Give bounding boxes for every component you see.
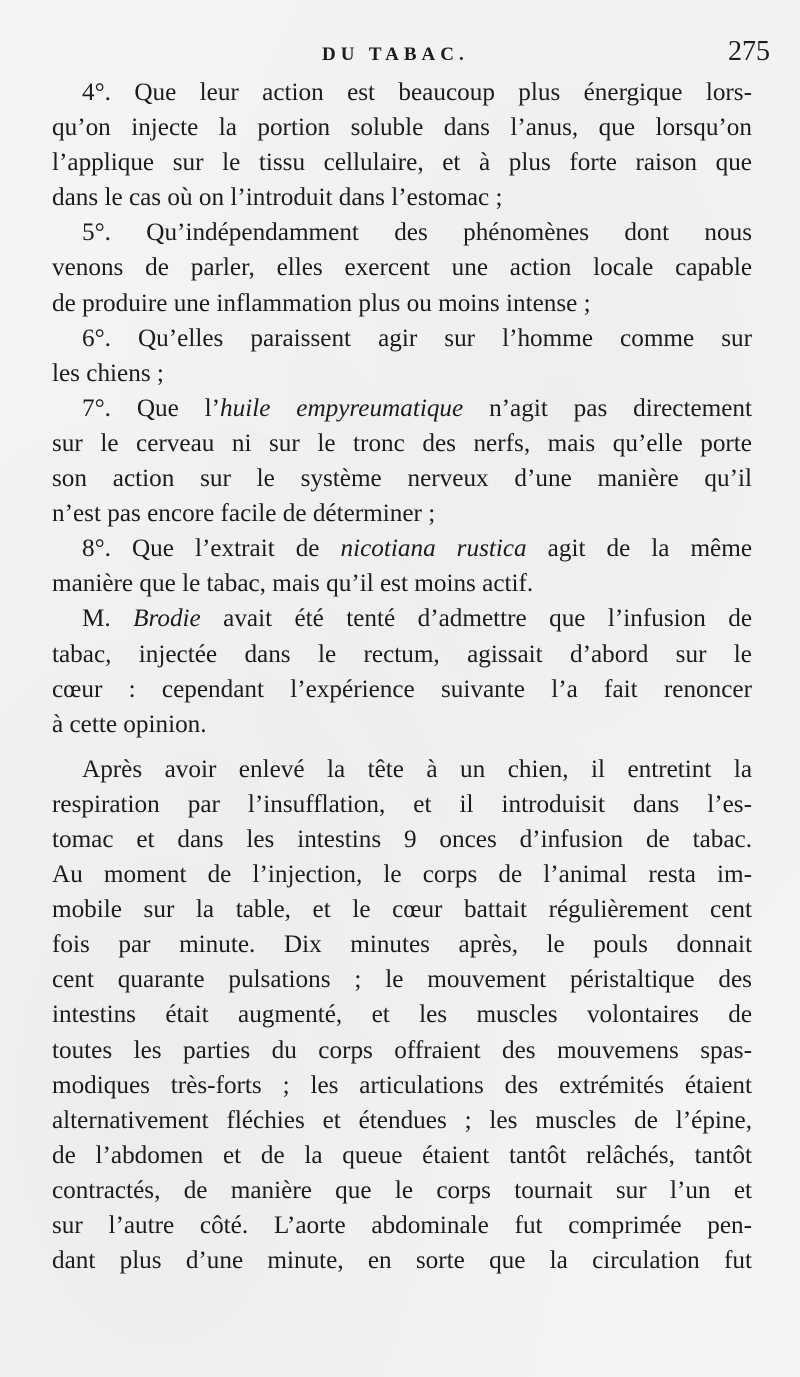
text-line: venons de parler, elles exercent une action locale capable: [52, 254, 752, 282]
page-number: 275: [728, 36, 770, 67]
italic-term: Brodie: [133, 605, 201, 633]
text-line: 4°. Que leur action est beaucoup plus énergique lors-: [82, 79, 752, 106]
page-header: [52, 36, 770, 76]
text-line: mobile sur la table, et le cœur battait régulièrement cent: [52, 896, 752, 924]
text-line: intestins était augmenté, et les muscles volontaires de: [52, 1001, 752, 1029]
text-line: respiration par l’insufflation, et il introduisit dans l’es-: [52, 790, 752, 818]
text-line: dans le cas où on l’introduit dans l’estomac ;: [52, 184, 503, 212]
text-line: alternativement fléchies et étendues ; les muscles de l’épine,: [52, 1106, 752, 1134]
text-line: fois par minute. Dix minutes après, le pouls donnait: [52, 931, 752, 959]
body-text: [52, 75, 752, 1278]
italic-term: nicotiana rustica: [340, 535, 527, 563]
text-line: contractés, de manière que le corps tournait sur l’un et: [52, 1176, 752, 1204]
text-line: Au moment de l’injection, le corps de l’animal resta im-: [52, 861, 752, 889]
text-line: à cette opinion.: [52, 710, 207, 738]
text-line: de l’abdomen et de la queue étaient tantôt relâchés, tantôt: [52, 1141, 752, 1169]
italic-term: huile empyreumatique: [220, 394, 464, 422]
text-line: de produire une inflammation plus ou moins intense ;: [52, 289, 591, 317]
text-line: sur l’autre côté. L’aorte abdominale fut comprimée pen-: [52, 1212, 752, 1239]
text-line: 7°. Que l’huile empyreumatique n’agit pas directement: [82, 394, 752, 422]
text-line: 8°. Que l’extrait de nicotiana rustica agit de la même: [82, 535, 753, 563]
text-line: 6°. Qu’elles paraissent agir sur l’homme comme sur: [82, 324, 752, 352]
running-title: DU TABAC.: [322, 44, 469, 65]
text-line: cœur : cependant l’expérience suivante l’a fait renoncer: [52, 675, 752, 703]
text-line: toutes les parties du corps offraient des mouvemens spas-: [52, 1036, 752, 1064]
text-line: cent quarante pulsations ; le mouvement péristaltique des: [52, 966, 752, 994]
paragraph-gap: [52, 742, 752, 752]
text-line: n’est pas encore facile de déterminer ;: [52, 500, 436, 528]
text-line: les chiens ;: [52, 359, 164, 387]
text-line: modiques très-forts ; les articulations des extrémités étaient: [52, 1071, 752, 1099]
text-line: manière que le tabac, mais qu’il est moins actif.: [52, 570, 534, 598]
text-line: 5°. Qu’indépendamment des phénomènes dont nous: [82, 219, 752, 247]
text-line: tomac et dans les intestins 9 onces d’infusion de tabac.: [52, 825, 752, 853]
text-line: sur le cerveau ni sur le tronc des nerfs, mais qu’elle porte: [52, 429, 752, 457]
text-line: tabac, injectée dans le rectum, agissait d’abord sur le: [52, 640, 752, 668]
text-line: l’applique sur le tissu cellulaire, et à plus forte raison que: [52, 149, 752, 177]
text-line: son action sur le système nerveux d’une manière qu’il: [52, 465, 752, 493]
text-line: dant plus d’une minute, en sorte que la circulation fut: [52, 1247, 752, 1275]
text-line: qu’on injecte la portion soluble dans l’anus, que lorsqu’on: [52, 114, 752, 142]
text-line: M. Brodie avait été tenté d’admettre que l’infusion de: [82, 605, 752, 633]
text-line: Après avoir enlevé la tête à un chien, il entretint la: [82, 755, 752, 783]
